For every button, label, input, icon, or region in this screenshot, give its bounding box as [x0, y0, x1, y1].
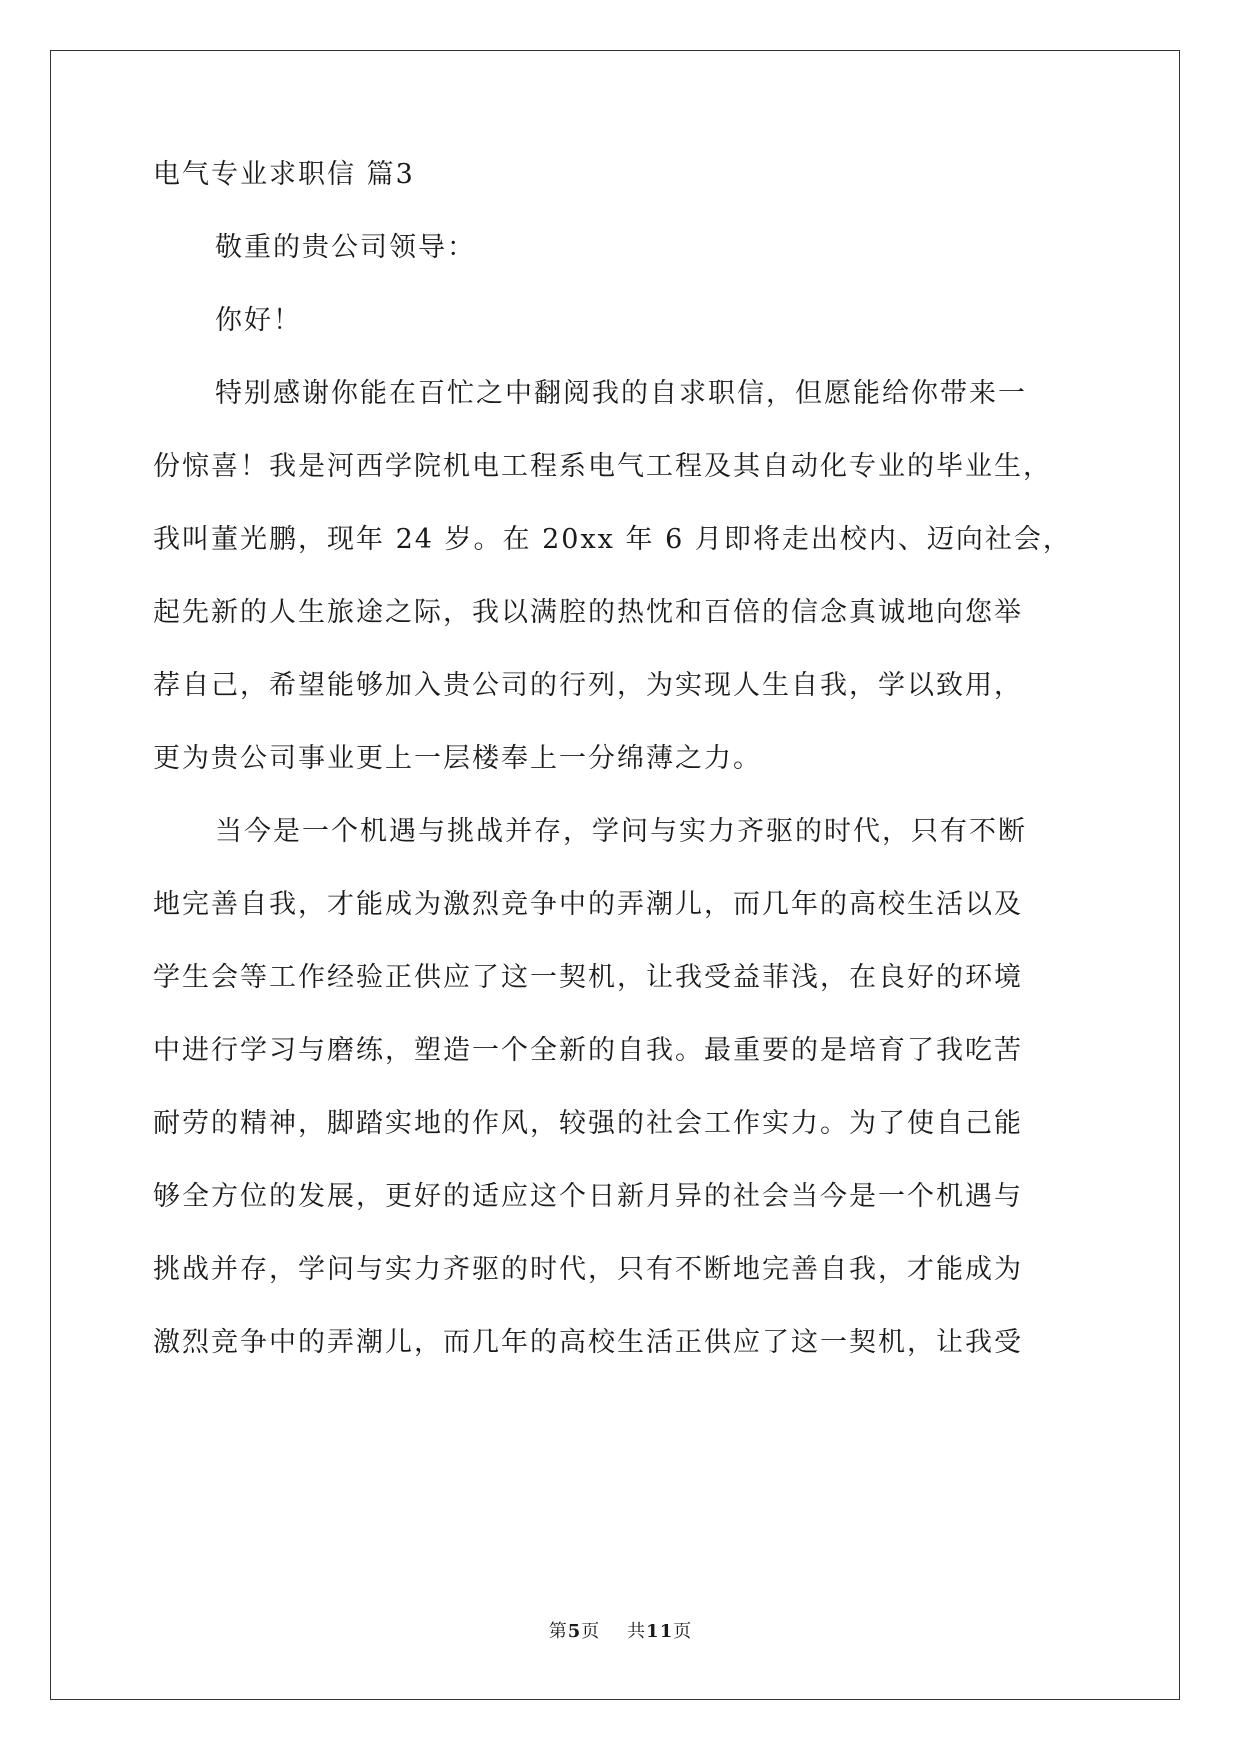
page-suffix: 页: [581, 1621, 601, 1642]
total-pages: 11: [646, 1621, 674, 1642]
page-border: [50, 50, 1180, 1700]
paragraph-2-line: 耐劳的精神，脚踏实地的作风，较强的社会工作实力。为了使自己能: [153, 1108, 1023, 1139]
paragraph-1-line: 特别感谢你能在百忙之中翻阅我的自求职信，但愿能给你带来一: [215, 378, 1027, 409]
paragraph-1-line: 荐自己，希望能够加入贵公司的行列，为实现人生自我，学以致用，: [153, 670, 1023, 701]
paragraph-2-line: 中进行学习与磨练，塑造一个全新的自我。最重要的是培育了我吃苦: [153, 1035, 1023, 1066]
paragraph-2-line: 够全方位的发展，更好的适应这个日新月异的社会当今是一个机遇与: [153, 1181, 1023, 1212]
total-suffix: 页: [673, 1621, 693, 1642]
paragraph-2-line: 激烈竞争中的弄潮儿，而几年的高校生活正供应了这一契机，让我受: [153, 1327, 1023, 1358]
paragraph-1-line: 起先新的人生旅途之际，我以满腔的热忱和百倍的信念真诚地向您举: [153, 597, 1023, 628]
page-footer: [0, 1617, 1241, 1643]
greeting: 敬重的贵公司领导：: [215, 232, 476, 263]
paragraph-1-line: 更为贵公司事业更上一层楼奉上一分绵薄之力。: [153, 743, 762, 774]
paragraph-2-line: 学生会等工作经验正供应了这一契机，让我受益菲浅，在良好的环境: [153, 962, 1023, 993]
page-prefix: 第: [548, 1621, 568, 1642]
paragraph-2-line: 地完善自我，才能成为激烈竞争中的弄潮儿，而几年的高校生活以及: [153, 889, 1023, 920]
paragraph-2-line: 当今是一个机遇与挑战并存，学问与实力齐驱的时代，只有不断: [215, 816, 1027, 847]
total-prefix: 共: [627, 1621, 647, 1642]
paragraph-2-line: 挑战并存，学问与实力齐驱的时代，只有不断地完善自我，才能成为: [153, 1254, 1023, 1285]
page-number: 5: [567, 1621, 582, 1642]
document-title: 电气专业求职信 篇3: [153, 159, 415, 190]
paragraph-1-line: 我叫董光鹏，现年 24 岁。在 20xx 年 6 月即将走出校内、迈向社会，: [153, 524, 1072, 555]
paragraph-1-line: 份惊喜！我是河西学院机电工程系电气工程及其自动化专业的毕业生，: [153, 451, 1052, 482]
salutation: 你好！: [215, 305, 302, 336]
